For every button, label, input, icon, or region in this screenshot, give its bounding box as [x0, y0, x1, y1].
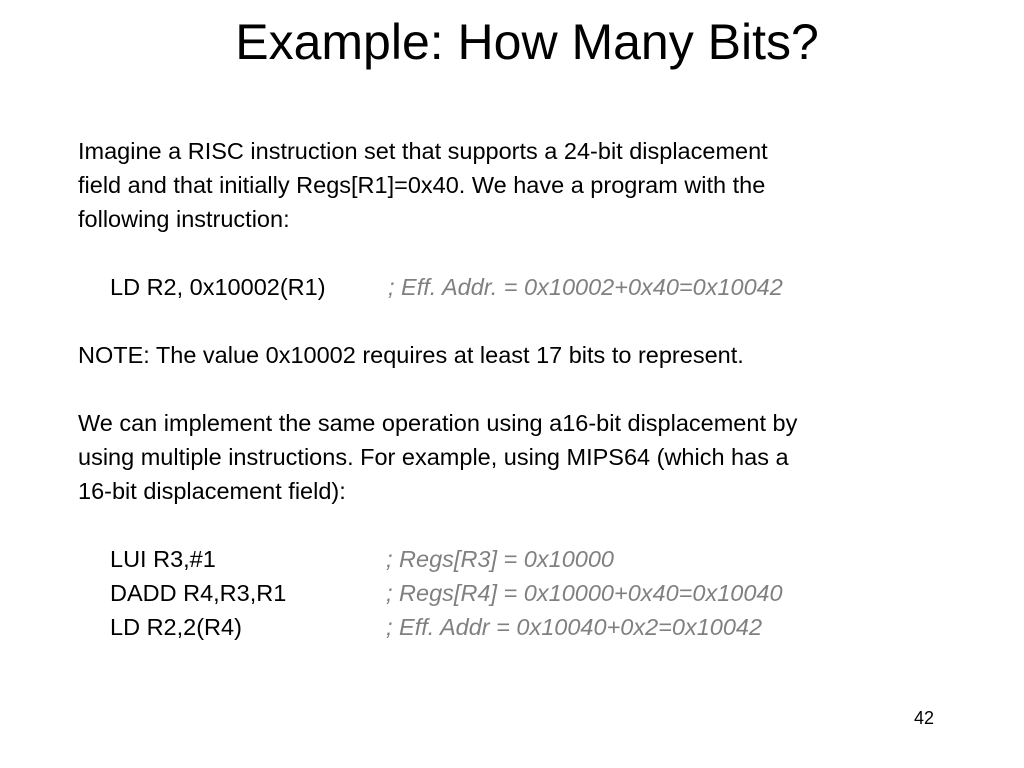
code-comment: ; Regs[R3] = 0x10000 — [386, 546, 614, 572]
slide-body — [78, 134, 978, 644]
code-instruction: LD R2,2(R4) — [110, 614, 242, 640]
note-text: NOTE: The value 0x10002 requires at least 17 bits to represent. — [78, 342, 744, 368]
code-instruction: LUI R3,#1 — [110, 546, 216, 572]
slide-title: Example: How Many Bits? — [235, 14, 819, 70]
implement-line: 16-bit displacement field): — [78, 478, 346, 504]
code-comment: ; Eff. Addr. = 0x10002+0x40=0x10042 — [388, 274, 783, 300]
implement-line: using multiple instructions. For example, using MIPS64 (which has a — [78, 444, 789, 470]
spacer — [78, 508, 978, 542]
code-instruction: LD R2, 0x10002(R1) — [110, 274, 326, 300]
spacer — [78, 372, 978, 406]
code-comment: ; Regs[R4] = 0x10000+0x40=0x10040 — [386, 580, 783, 606]
page-number: 42 — [914, 708, 935, 728]
code-line — [78, 610, 978, 644]
intro-line: field and that initially Regs[R1]=0x40. We have a program with the — [78, 172, 766, 198]
code-line — [78, 270, 978, 304]
intro-line: following instruction: — [78, 206, 290, 232]
spacer — [78, 304, 978, 338]
code-comment: ; Eff. Addr = 0x10040+0x2=0x10042 — [386, 614, 763, 640]
spacer — [78, 236, 978, 270]
code-line — [78, 576, 978, 610]
implement-line: We can implement the same operation using a16-bit displacement by — [78, 410, 798, 436]
intro-line: Imagine a RISC instruction set that supports a 24-bit displacement — [78, 138, 768, 164]
code-instruction: DADD R4,R3,R1 — [110, 580, 287, 606]
code-line — [78, 542, 978, 576]
